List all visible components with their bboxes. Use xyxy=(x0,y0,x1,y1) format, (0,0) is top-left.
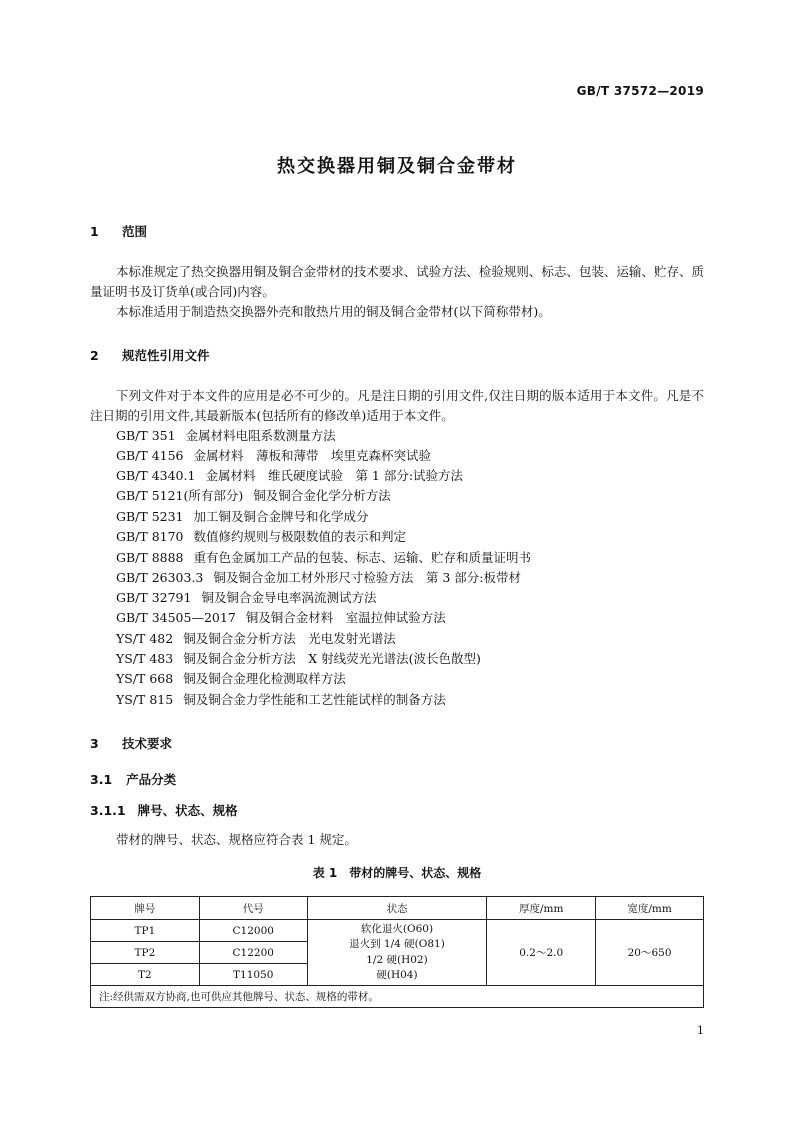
code-cell: T11050 xyxy=(199,964,307,986)
section-number: 2 xyxy=(90,348,99,363)
table-caption: 表 1 带材的牌号、状态、规格 xyxy=(312,866,482,880)
section-title: 范围 xyxy=(122,224,148,239)
reference-title: 加工铜及铜合金牌号和化学成分 xyxy=(193,509,369,524)
reference-title: 铜及铜合金分析方法 X 射线荧光光谱法(波长色散型) xyxy=(183,651,481,666)
table-header-row xyxy=(91,897,704,920)
state-value: 1/2 硬(H02) xyxy=(366,953,428,966)
reference-title: 铜及铜合金加工材外形尺寸检验方法 第 3 部分:板带材 xyxy=(213,570,522,585)
reference-code: GB/T 32791 xyxy=(116,590,192,605)
table-row xyxy=(91,920,704,942)
scope-paragraph: 本标准规定了热交换器用铜及铜合金带材的技术要求、试验方法、检验规则、标志、包装、运输、贮存、质量证明书及订货单(或合同)内容。 xyxy=(90,264,704,299)
reference-item xyxy=(116,466,463,486)
reference-item xyxy=(116,649,481,669)
grade-cell: TP2 xyxy=(91,942,200,964)
reference-title: 铜及铜合金材料 室温拉伸试验方法 xyxy=(245,610,446,625)
section-number: 1 xyxy=(90,224,99,239)
reference-code: GB/T 5231 xyxy=(116,509,184,524)
section-title: 技术要求 xyxy=(122,736,173,751)
column-header: 宽度/mm xyxy=(596,897,704,920)
reference-item xyxy=(116,527,406,547)
reference-item xyxy=(116,588,376,608)
reference-title: 数值修约规则与极限数值的表示和判定 xyxy=(193,529,407,544)
column-header: 厚度/mm xyxy=(487,897,596,920)
reference-item xyxy=(116,568,521,588)
code-cell: C12200 xyxy=(199,942,307,964)
reference-title: 铜及铜合金力学性能和工艺性能试样的制备方法 xyxy=(183,692,446,707)
reference-item xyxy=(116,486,391,506)
reference-title: 重有色金属加工产品的包装、标志、运输、贮存和质量证明书 xyxy=(193,550,532,565)
table-note-row xyxy=(91,986,704,1008)
subsection-title: 牌号、状态、规格 xyxy=(137,803,238,818)
section-title: 规范性引用文件 xyxy=(122,348,210,363)
column-header: 牌号 xyxy=(91,897,200,920)
reference-item xyxy=(116,507,369,527)
clause-text: 带材的牌号、状态、规格应符合表 1 规定。 xyxy=(116,832,357,847)
subsection-3-1-heading xyxy=(90,770,176,788)
reference-code: GB/T 4156 xyxy=(116,448,184,463)
table-note: 注:经供需双方协商,也可供应其他牌号、状态、规格的带材。 xyxy=(91,986,704,1008)
references-intro: 下列文件对于本文件的应用是必不可少的。凡是注日期的引用文件,仅注日期的版本适用于本文件。凡是不注日期的引用文件,其最新版本(包括所有的修改单)适用于本文件。 xyxy=(90,388,704,423)
state-value: 退火到 1/4 硬(O81) xyxy=(349,938,445,950)
code-cell: C12000 xyxy=(199,920,307,942)
state-value: 软化退火(O60) xyxy=(360,922,434,935)
subsection-3-1-1-heading xyxy=(90,801,238,819)
reference-code: YS/T 668 xyxy=(116,671,174,686)
section-number: 3 xyxy=(90,736,99,751)
reference-code: GB/T 34505—2017 xyxy=(116,610,236,625)
reference-code: YS/T 483 xyxy=(116,651,174,666)
standard-code: GB/T 37572—2019 xyxy=(576,84,704,98)
reference-code: GB/T 26303.3 xyxy=(116,570,204,585)
spec-table xyxy=(90,896,704,1008)
section-3-heading xyxy=(90,734,172,752)
column-header: 代号 xyxy=(199,897,307,920)
reference-title: 金属材料电阻系数测量方法 xyxy=(185,428,336,443)
reference-title: 铜及铜合金导电率涡流测试方法 xyxy=(201,590,377,605)
reference-code: GB/T 5121(所有部分) xyxy=(116,488,244,503)
reference-item xyxy=(116,629,396,649)
reference-item xyxy=(116,548,531,568)
reference-title: 铜及铜合金化学分析方法 xyxy=(253,488,391,503)
section-2-heading xyxy=(90,346,210,364)
reference-title: 铜及铜合金分析方法 光电发射光谱法 xyxy=(183,631,396,646)
thickness-cell: 0.2～2.0 xyxy=(487,920,596,986)
column-header: 状态 xyxy=(307,897,487,920)
state-cell xyxy=(307,920,487,986)
reference-item xyxy=(116,608,446,628)
reference-title: 金属材料 薄板和薄带 埃里克森杯突试验 xyxy=(193,448,432,463)
reference-title: 铜及铜合金理化检测取样方法 xyxy=(183,671,346,686)
grade-cell: TP1 xyxy=(91,920,200,942)
state-value: 硬(H04) xyxy=(376,969,418,981)
reference-code: GB/T 8170 xyxy=(116,529,184,544)
subsection-number: 3.1.1 xyxy=(90,803,126,818)
section-1-heading xyxy=(90,222,147,240)
reference-code: GB/T 8888 xyxy=(116,550,184,565)
reference-code: GB/T 351 xyxy=(116,428,176,443)
document-title: 热交换器用铜及铜合金带材 xyxy=(277,156,517,177)
reference-code: YS/T 815 xyxy=(116,692,174,707)
reference-item xyxy=(116,669,346,689)
scope-paragraph: 本标准适用于制造热交换器外壳和散热片用的铜及铜合金带材(以下简称带材)。 xyxy=(116,304,551,319)
subsection-title: 产品分类 xyxy=(126,772,177,787)
width-cell: 20～650 xyxy=(596,920,704,986)
grade-cell: T2 xyxy=(91,964,200,986)
reference-item xyxy=(116,690,446,710)
reference-item xyxy=(116,426,336,446)
page-number: 1 xyxy=(697,1024,704,1037)
reference-code: YS/T 482 xyxy=(116,631,174,646)
reference-code: GB/T 4340.1 xyxy=(116,468,196,483)
subsection-number: 3.1 xyxy=(90,772,113,787)
reference-title: 金属材料 维氏硬度试验 第 1 部分:试验方法 xyxy=(205,468,464,483)
reference-item xyxy=(116,446,431,466)
